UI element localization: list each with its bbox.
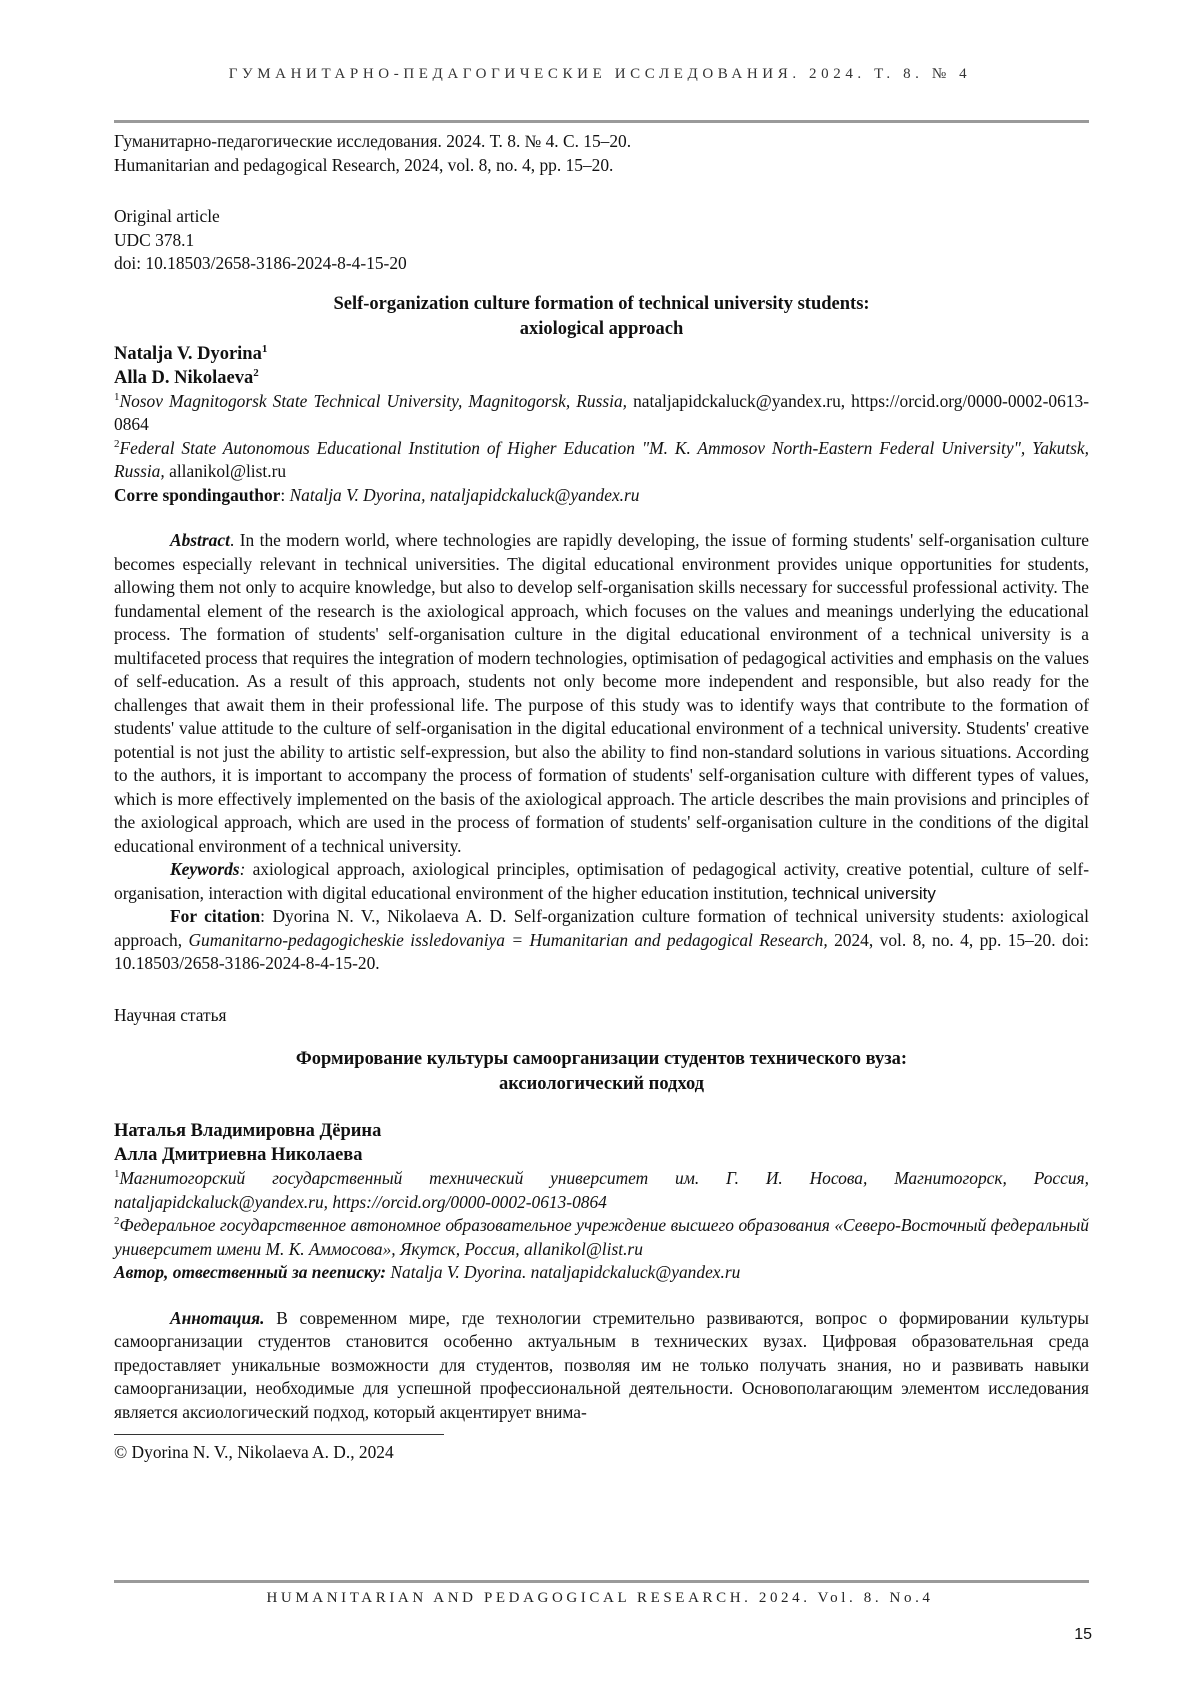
page-number: 15: [1074, 1626, 1092, 1643]
for-citation: For citation: Dyorina N. V., Nikolaeva A. D. Self-organization culture formation of technical university students: axiological approach, Gumanitarno-pedagogicheskie issledovaniya = Humanitarian and pedagogical Research, 2024, vol. 8, no. 4, pp. 15–20. doi: 10.18503/2658-3186-2024-8-4-15-20.: [114, 906, 1090, 973]
title-en-line2: axiological approach: [519, 318, 684, 339]
affiliation-ru-2: $^2$Федеральное государственное автономное образовательное учреждение высшего образования «Северо-Восточный федеральный университет имени М. К. Аммосова», Якутск, Россия, allanikol@list.ru: [114, 1215, 1089, 1259]
corresponding-author-ru: Автор, отвественный за пеепиcку: Natalja V. Dyorina. nataljapidckaluck@yandex.ru: [114, 1262, 741, 1282]
title-en-line1: Self-organization culture formation of technical university students:: [333, 293, 870, 314]
abstract-en: Abstract. In the modern world, where technologies are rapidly developing, the issue of forming students' self-organisation culture becomes especially relevant in technical universities. The digital educational environment provides unique opportunities for students, allowing them not only to acquire knowledge, but also to develop self-organisation skills necessary for successful professional activity. The fundamental element of the research is the axiological approach, which focuses on the values and meanings underlying the educational process. The formation of students' self-organisation culture in the digital educational environment of a technical university is a multifaceted process that requires the integration of modern technologies, optimisation of pedagogical activities and emphasis on the values of self-education. As a result of this approach, students not only become more independent and responsible, but also ready for the challenges that await them in their professional life. The purpose of this study was to identify ways that contribute to the formation of students' value attitude to the culture of self-organisation in the digital educational environment of a technical university. Students' creative potential is not just the ability to artistic self-expression, but also the ability to find non-standard solutions in various situations. According to the authors, it is important to accompany the process of formation of students' self-organisation culture with different types of values, which is more effectively implemented on the basis of the axiological approach. The article describes the main provisions and principles of the axiological approach, which are used in the process of formation of students' self-organisation culture in the conditions of the digital educational environment of a technical university.: [114, 530, 1089, 856]
footer-rule: [114, 1580, 1089, 1583]
article-type: Original article: [114, 206, 220, 226]
corresponding-author-en: Corre spondingauthor: Natalja V. Dyorina, nataljapidckaluck@yandex.ru: [114, 484, 640, 505]
udc: UDC 378.1: [114, 229, 195, 250]
footnote-separator: [114, 1434, 444, 1435]
title-ru-line1: Формирование культуры самоорганизации студентов технического вуза:: [295, 1049, 908, 1069]
author-en-2: Alla D. Nikolaeva$^2$: [114, 366, 259, 388]
citation-ru: Гуманитарно-педагогические исследования. 2024. Т. 8. № 4. С. 15–20.: [114, 131, 632, 151]
author-ru-2: Алла Дмитриевна Николаева: [114, 1145, 363, 1165]
affiliation-en-1: $^1$Nosov Magnitogorsk State Technical University, Magnitogorsk, Russia, nataljapidckaluck@yandex.ru, https://orcid.org/0000-0002-0613-0864: [114, 390, 1089, 434]
keywords-en: Keywords: axiological approach, axiological principles, optimisation of pedagogical activity, creative potential, culture of self-organisation, interaction with digital educational environment of the higher education institution, technical university: [114, 859, 1089, 903]
author-en-1: Natalja V. Dyorina$^1$: [114, 342, 268, 364]
page-body: [114, 130, 1089, 1465]
running-footer: HUMANITARIAN AND PEDAGOGICAL RESEARCH. 2024. Vol. 8. No.4: [266, 1590, 934, 1606]
doi: doi: 10.18503/2658-3186-2024-8-4-15-20: [114, 253, 407, 273]
title-en: [114, 292, 1089, 342]
title-ru: [114, 1047, 1089, 1097]
affiliation-ru-1: $^1$Магнитогорский государственный технический университет им. Г. И. Носова, Магнитогорск, Россия, nataljapidckaluck@yandex.ru, https://orcid.org/0000-0002-0613-0864: [114, 1168, 1089, 1212]
author-ru-1: Наталья Владимировна Дёрина: [114, 1121, 382, 1141]
abstract-ru: Аннотация. В современном мире, где технологии стремительно развиваются, вопрос о формировании культуры самоорганизации студентов становится особенно актуальным в технических вузах. Цифровая образовательная среда предоставляет уникальные возможности для студентов, позволяя им не только получать знания, но и развивать навыки самоорганизации, необходимые для успешной профессиональной деятельности. Основополагающим элементом исследования является аксиологический подход, который акцентирует внима-: [114, 1307, 1089, 1422]
running-header: ГУМАНИТАРНО-ПЕДАГОГИЧЕСКИЕ ИССЛЕДОВАНИЯ. 2024. Т. 8. № 4: [228, 66, 972, 82]
citation-en: Humanitarian and pedagogical Research, 2024, vol. 8, no. 4, pp. 15–20.: [114, 154, 614, 175]
article-type-ru: Научная статья: [114, 1004, 227, 1025]
affiliation-en-2: $^2$Federal State Autonomous Educational Institution of Higher Education "M. K. Ammosov North-Eastern Federal University", Yakutsk, Russia, allanikol@list.ru: [114, 437, 1089, 481]
title-ru-line2: аксиологический подход: [498, 1074, 705, 1094]
copyright: © Dyorina N. V., Nikolaeva A. D., 2024: [114, 1442, 394, 1462]
header-rule: [114, 120, 1089, 123]
